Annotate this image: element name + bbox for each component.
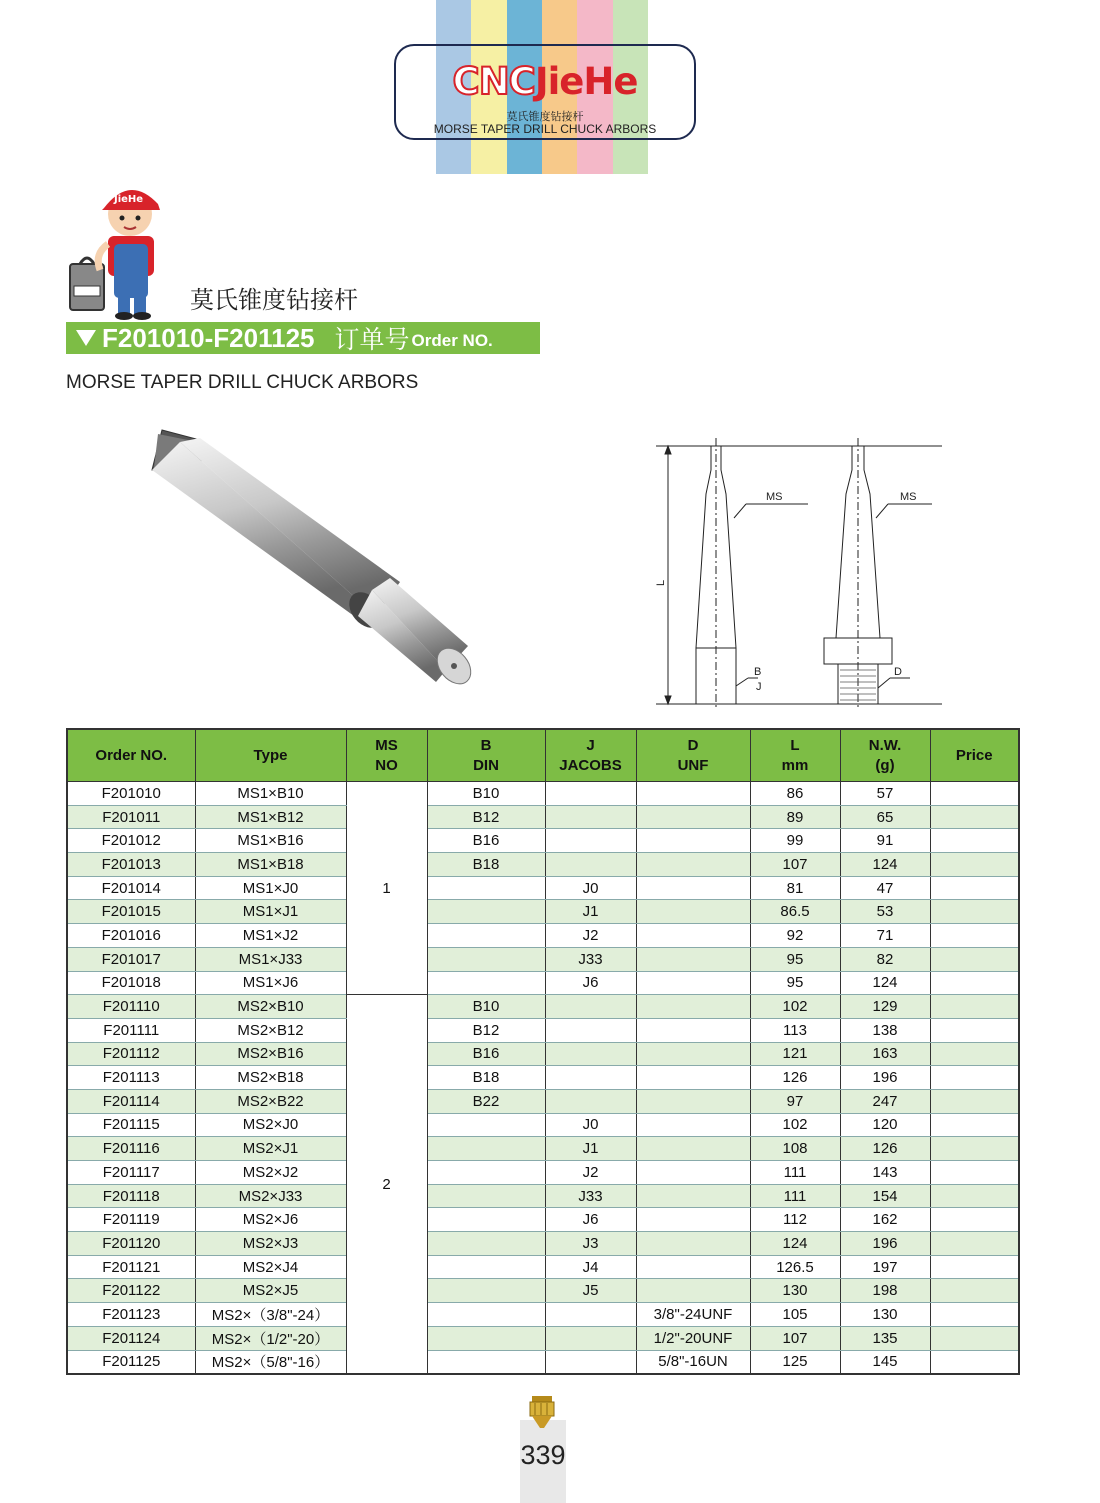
table-cell: MS2×（1/2"-20） (195, 1326, 346, 1350)
table-cell (636, 1113, 750, 1137)
table-row (67, 1350, 1019, 1374)
table-cell: F201018 (67, 971, 195, 995)
table-header-row (67, 729, 1019, 782)
table-cell: 145 (840, 1350, 930, 1374)
column-header: L mm (750, 729, 840, 782)
table-cell: B10 (427, 995, 545, 1019)
table-cell: B16 (427, 1042, 545, 1066)
table-cell (427, 1161, 545, 1185)
table-cell (636, 1208, 750, 1232)
table-cell (545, 853, 636, 877)
table-cell: 163 (840, 1042, 930, 1066)
ms-number-cell: 1 (346, 782, 427, 995)
table-cell: 126 (750, 1066, 840, 1090)
table-cell (636, 1066, 750, 1090)
table-cell: MS2×B22 (195, 1089, 346, 1113)
table-cell (427, 924, 545, 948)
table-cell: 71 (840, 924, 930, 948)
table-cell: MS2×J2 (195, 1161, 346, 1185)
table-cell: 130 (840, 1303, 930, 1327)
table-row (67, 805, 1019, 829)
table-cell: F201119 (67, 1208, 195, 1232)
table-cell: J6 (545, 1208, 636, 1232)
table-cell: 47 (840, 876, 930, 900)
table-cell: F201124 (67, 1326, 195, 1350)
svg-text:JieHe: JieHe (114, 194, 144, 205)
table-cell (930, 1113, 1019, 1137)
table-cell (636, 1255, 750, 1279)
table-cell (930, 1303, 1019, 1327)
table-cell: 53 (840, 900, 930, 924)
table-cell (636, 971, 750, 995)
order-label-cn: 订单号 (334, 326, 410, 354)
svg-text:D: D (894, 666, 902, 678)
table-cell: 57 (840, 782, 930, 806)
column-header: Type (195, 729, 346, 782)
table-row (67, 995, 1019, 1019)
table-cell (930, 1089, 1019, 1113)
table-cell: MS2×J6 (195, 1208, 346, 1232)
table-cell: B12 (427, 805, 545, 829)
table-row (67, 1137, 1019, 1161)
table-cell: B22 (427, 1089, 545, 1113)
table-cell: 247 (840, 1089, 930, 1113)
table-cell: B18 (427, 853, 545, 877)
table-cell (427, 1279, 545, 1303)
column-header: MS NO (346, 729, 427, 782)
table-cell (427, 1350, 545, 1374)
table-cell (636, 876, 750, 900)
table-cell: 124 (840, 971, 930, 995)
table-cell: F201114 (67, 1089, 195, 1113)
table-cell: J3 (545, 1232, 636, 1256)
table-cell (427, 1255, 545, 1279)
table-cell: MS2×J5 (195, 1279, 346, 1303)
table-cell (427, 1208, 545, 1232)
table-row (67, 829, 1019, 853)
table-cell: MS2×J1 (195, 1137, 346, 1161)
order-range: F201010-F201125 (102, 322, 315, 353)
table-cell: MS1×J6 (195, 971, 346, 995)
table-cell: MS1×J2 (195, 924, 346, 948)
table-cell: B16 (427, 829, 545, 853)
column-header: D UNF (636, 729, 750, 782)
table-cell: 86.5 (750, 900, 840, 924)
table-cell: 120 (840, 1113, 930, 1137)
table-cell: 124 (750, 1232, 840, 1256)
table-cell: MS2×B10 (195, 995, 346, 1019)
table-cell: 126 (840, 1137, 930, 1161)
table-cell: 81 (750, 876, 840, 900)
table-cell: J1 (545, 1137, 636, 1161)
table-cell: MS1×B16 (195, 829, 346, 853)
table-row (67, 1042, 1019, 1066)
table-cell: F201121 (67, 1255, 195, 1279)
table-cell: 82 (840, 947, 930, 971)
table-cell: MS1×B12 (195, 805, 346, 829)
table-cell: 108 (750, 1137, 840, 1161)
table-row (67, 1279, 1019, 1303)
table-cell: F201125 (67, 1350, 195, 1374)
table-cell: 125 (750, 1350, 840, 1374)
table-cell: 102 (750, 1113, 840, 1137)
table-cell: MS2×B18 (195, 1066, 346, 1090)
table-cell: 102 (750, 995, 840, 1019)
mascot-illustration (64, 174, 178, 322)
table-cell (930, 1279, 1019, 1303)
table-cell (545, 782, 636, 806)
table-cell (930, 1350, 1019, 1374)
table-cell (636, 995, 750, 1019)
table-cell: 143 (840, 1161, 930, 1185)
table-cell (427, 1113, 545, 1137)
table-row (67, 1184, 1019, 1208)
table-cell: 95 (750, 947, 840, 971)
table-cell: 196 (840, 1232, 930, 1256)
table-cell: MS2×B12 (195, 1018, 346, 1042)
technical-drawing (648, 438, 948, 710)
page-number: 339 (520, 1440, 566, 1470)
table-cell: 129 (840, 995, 930, 1019)
table-cell: 130 (750, 1279, 840, 1303)
table-cell: B10 (427, 782, 545, 806)
table-row (67, 1161, 1019, 1185)
table-cell (930, 900, 1019, 924)
table-cell (930, 924, 1019, 948)
table-cell (545, 995, 636, 1019)
table-cell (545, 1303, 636, 1327)
table-cell: MS2×J0 (195, 1113, 346, 1137)
table-cell: J1 (545, 900, 636, 924)
table-cell (930, 1326, 1019, 1350)
table-row (67, 1232, 1019, 1256)
spec-table (66, 728, 1020, 1375)
table-cell: 162 (840, 1208, 930, 1232)
table-cell: F201016 (67, 924, 195, 948)
table-cell (636, 1161, 750, 1185)
table-cell: J2 (545, 1161, 636, 1185)
table-cell (636, 947, 750, 971)
table-cell: 111 (750, 1184, 840, 1208)
table-cell (930, 947, 1019, 971)
table-cell (636, 1137, 750, 1161)
logo-subtitle-cn: 莫氏锥度钻接杆 (506, 111, 584, 123)
table-cell (545, 805, 636, 829)
table-cell (545, 1350, 636, 1374)
table-cell (636, 1089, 750, 1113)
table-cell: 124 (840, 853, 930, 877)
table-cell (930, 1018, 1019, 1042)
table-cell: 5/8"-16UN (636, 1350, 750, 1374)
table-cell: 113 (750, 1018, 840, 1042)
table-cell: F201017 (67, 947, 195, 971)
table-cell (636, 900, 750, 924)
table-row (67, 971, 1019, 995)
table-cell (545, 1042, 636, 1066)
table-cell: 121 (750, 1042, 840, 1066)
table-row (67, 1089, 1019, 1113)
table-cell: F201013 (67, 853, 195, 877)
table-row (67, 1255, 1019, 1279)
table-cell (930, 1232, 1019, 1256)
table-cell (930, 853, 1019, 877)
table-cell (636, 1018, 750, 1042)
table-cell (427, 1184, 545, 1208)
table-cell: 107 (750, 1326, 840, 1350)
table-cell: F201117 (67, 1161, 195, 1185)
table-cell: F201015 (67, 900, 195, 924)
table-cell: F201110 (67, 995, 195, 1019)
svg-text:L: L (655, 579, 667, 586)
table-cell: 138 (840, 1018, 930, 1042)
product-title-cn: 莫氏锥度钻接杆 (190, 287, 358, 314)
table-row (67, 1326, 1019, 1350)
table-cell: MS2×（5/8"-16） (195, 1350, 346, 1374)
table-cell: F201010 (67, 782, 195, 806)
table-cell: 89 (750, 805, 840, 829)
table-cell (427, 1137, 545, 1161)
table-cell (545, 1326, 636, 1350)
table-cell (930, 829, 1019, 853)
table-cell (636, 805, 750, 829)
table-cell (427, 947, 545, 971)
table-cell: MS2×B16 (195, 1042, 346, 1066)
table-cell: MS2×J4 (195, 1255, 346, 1279)
table-cell: F201116 (67, 1137, 195, 1161)
table-cell (636, 853, 750, 877)
svg-text:MS: MS (766, 491, 783, 503)
table-cell: F201113 (67, 1066, 195, 1090)
table-cell: F201120 (67, 1232, 195, 1256)
table-row (67, 1303, 1019, 1327)
table-cell: 126.5 (750, 1255, 840, 1279)
table-body (67, 782, 1019, 1375)
table-cell: F201014 (67, 876, 195, 900)
table-cell (930, 1161, 1019, 1185)
table-row (67, 1066, 1019, 1090)
table-cell: F201122 (67, 1279, 195, 1303)
svg-text:MS: MS (900, 491, 917, 503)
table-cell (636, 782, 750, 806)
table-row (67, 782, 1019, 806)
table-cell: MS1×J33 (195, 947, 346, 971)
table-cell (545, 1018, 636, 1042)
table-cell: MS2×（3/8"-24） (195, 1303, 346, 1327)
table-cell (930, 1255, 1019, 1279)
table-cell: J0 (545, 1113, 636, 1137)
table-cell (427, 971, 545, 995)
table-row (67, 1113, 1019, 1137)
table-cell: MS1×B10 (195, 782, 346, 806)
table-cell: B12 (427, 1018, 545, 1042)
column-header: Price (930, 729, 1019, 782)
table-cell: 3/8"-24UNF (636, 1303, 750, 1327)
table-cell: 1/2"-20UNF (636, 1326, 750, 1350)
table-cell (930, 805, 1019, 829)
table-cell: J6 (545, 971, 636, 995)
table-cell: MS1×B18 (195, 853, 346, 877)
table-cell: MS2×J33 (195, 1184, 346, 1208)
table-cell: J2 (545, 924, 636, 948)
table-cell: MS1×J0 (195, 876, 346, 900)
table-cell (545, 829, 636, 853)
table-cell: 135 (840, 1326, 930, 1350)
svg-text:B: B (754, 666, 762, 678)
table-cell (930, 971, 1019, 995)
drill-chuck-icon (522, 1394, 562, 1430)
table-cell: 197 (840, 1255, 930, 1279)
column-header: B DIN (427, 729, 545, 782)
table-cell (545, 1066, 636, 1090)
table-cell: J33 (545, 947, 636, 971)
table-cell: J0 (545, 876, 636, 900)
table-cell: 198 (840, 1279, 930, 1303)
table-cell: MS2×J3 (195, 1232, 346, 1256)
table-cell (636, 924, 750, 948)
table-cell (427, 876, 545, 900)
table-cell (930, 1137, 1019, 1161)
table-cell (545, 1089, 636, 1113)
table-cell: MS1×J1 (195, 900, 346, 924)
table-cell (930, 876, 1019, 900)
table-cell: 95 (750, 971, 840, 995)
table-cell: F201112 (67, 1042, 195, 1066)
product-title-en: MORSE TAPER DRILL CHUCK ARBORS (66, 372, 419, 393)
logo-subtitle-en: MORSE TAPER DRILL CHUCK ARBORS (433, 122, 657, 136)
table-cell (930, 1042, 1019, 1066)
table-row (67, 924, 1019, 948)
table-cell: 91 (840, 829, 930, 853)
table-cell (930, 782, 1019, 806)
table-cell (930, 995, 1019, 1019)
table-cell (636, 1232, 750, 1256)
table-cell (427, 1326, 545, 1350)
column-header: Order NO. (67, 729, 195, 782)
table-cell: 99 (750, 829, 840, 853)
table-cell (930, 1208, 1019, 1232)
table-row (67, 900, 1019, 924)
table-cell (636, 829, 750, 853)
table-cell: 92 (750, 924, 840, 948)
table-cell: 111 (750, 1161, 840, 1185)
table-cell: F201123 (67, 1303, 195, 1327)
table-cell: 112 (750, 1208, 840, 1232)
table-cell: 196 (840, 1066, 930, 1090)
table-cell: F201115 (67, 1113, 195, 1137)
table-cell: F201111 (67, 1018, 195, 1042)
svg-text:J: J (756, 681, 762, 693)
table-cell: 107 (750, 853, 840, 877)
table-cell: F201118 (67, 1184, 195, 1208)
table-cell: 97 (750, 1089, 840, 1113)
table-cell: 65 (840, 805, 930, 829)
table-cell: F201012 (67, 829, 195, 853)
brand-logo (394, 44, 696, 140)
column-header: N.W. (g) (840, 729, 930, 782)
logo-wordmark: CNCJieHe (452, 60, 638, 103)
table-row (67, 853, 1019, 877)
table-cell: 154 (840, 1184, 930, 1208)
table-row (67, 947, 1019, 971)
table-row (67, 1018, 1019, 1042)
arbor-product-photo (140, 420, 480, 700)
table-cell (427, 1303, 545, 1327)
table-cell: J5 (545, 1279, 636, 1303)
table-cell (427, 1232, 545, 1256)
table-cell: F201011 (67, 805, 195, 829)
triangle-down-icon (76, 330, 96, 346)
table-cell: 105 (750, 1303, 840, 1327)
table-row (67, 876, 1019, 900)
table-cell (427, 900, 545, 924)
table-cell (636, 1184, 750, 1208)
table-cell: 86 (750, 782, 840, 806)
table-cell: J33 (545, 1184, 636, 1208)
order-label-en: Order NO. (411, 331, 493, 350)
table-cell (930, 1184, 1019, 1208)
table-cell (636, 1042, 750, 1066)
ms-number-cell: 2 (346, 995, 427, 1375)
table-cell (636, 1279, 750, 1303)
column-header: J JACOBS (545, 729, 636, 782)
order-range-banner (66, 322, 540, 354)
table-cell: B18 (427, 1066, 545, 1090)
table-row (67, 1208, 1019, 1232)
table-cell (930, 1066, 1019, 1090)
table-cell: J4 (545, 1255, 636, 1279)
